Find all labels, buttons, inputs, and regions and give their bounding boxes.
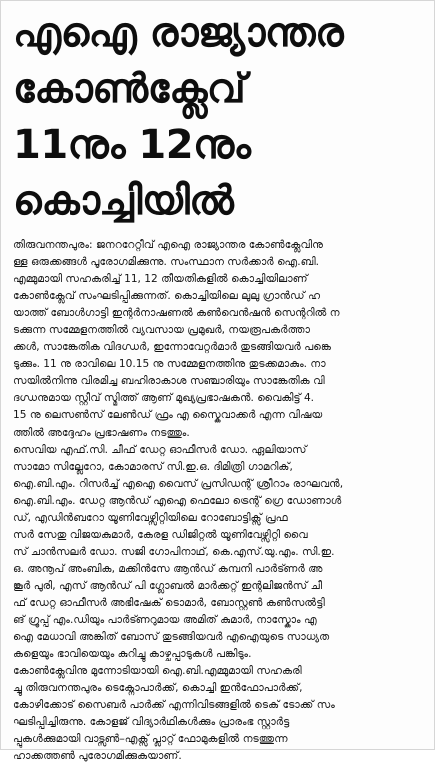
text-line: ഐ മേധാവി അങ്കിത് ബോസ് തുടങ്ങിയവർ എഐയുടെ സാധ്യത xyxy=(13,631,330,644)
text-line: ഫ് ഡേറ്റ ഓഫീസർ അഭിഷേക് ടൊമാർ, ബോസ്റ്റൺ കൺസൽട്ടി xyxy=(13,596,325,609)
text-line: ഹാക്കത്തൺ പുരോഗമിക്കുകയാണ്. xyxy=(13,750,182,763)
text-line: ഘടിപ്പിച്ചിരുന്നു. കോളജ് വിദ്യാർഥികൾക്കും പ്രാരംഭ സ്റ്റാർട്ട xyxy=(13,716,290,729)
text-line: എമ്മുമായി സഹകരിച്ച് 11, 12 തീയതികളിൽ കൊച്ചിയിലാണ് xyxy=(13,273,308,286)
text-line: സ് ചാൻസലർ ഡോ. സജി ഗോപിനാഥ്, കെ.എസ്.യു.എം. സി.ഇ. xyxy=(13,545,335,558)
text-line: സാമോ സില്ലേറോ, കോമാരസ് സി.ഇ.ഒ. ദിമിത്രി ഗാമറിക്, xyxy=(13,460,293,473)
text-line: ദഗ്ധനുമായ സ്റ്റീവ് സ്മിത്ത് ആണ് മുഖ്യപ്രഭാഷകൻ. വൈകിട്ട് 4. xyxy=(13,392,315,405)
text-line: തിരുവനന്തപുരം: ജനററേറ്റീവ് എഐ രാജ്യാന്തര കോൺക്ലേവിനു xyxy=(13,239,323,251)
headline-line: എഐ രാജ്യാന്തര xyxy=(13,10,344,56)
text-line: 15 നു ലെസൺസ് ലേൺഡ് ഫ്രം എ സ്കൈവാക്കർ എന്ന വിഷയ xyxy=(13,409,323,422)
text-line: യാത്ത് ബോൾഗാട്ടി ഇന്റർനാഷണൽ കൺവെൻഷൻ സെന്ററിൽ ന xyxy=(13,307,340,320)
text-line: പ്പുകൾക്കുമായി വാട്സൺ–എക്സ് പ്ലാറ്റ് ഫോമുകളിൽ നടത്തുന്ന xyxy=(13,733,288,746)
headline-line: കോൺക്ലേവ് xyxy=(13,66,246,112)
text-line: ഐ.ബി.എം. റിസർച്ച് എഐ വൈസ് പ്രസിഡന്റ് ശ്രീറാം രാഘവൻ, xyxy=(13,477,344,490)
text-line: കോൺക്ലേവ് സംഘടിപ്പിക്കുന്നത്. കൊച്ചിയിലെ ലുലു ഗ്രാൻഡ് ഹ xyxy=(13,290,321,303)
text-line: ച്ചു തിരുവനന്തപുരം ടെക്നോപാർക്ക്, കൊച്ചി ഇൻഫോപാർക്ക്, xyxy=(13,682,303,695)
text-line: സെവിയ എഫ്.സി. ചീഫ് ഡേറ്റ ഓഫീസർ ഡോ. ഏലിയാസ് xyxy=(13,443,307,456)
text-line: കോഴിക്കോട് സൈബർ പാർക്ക് എന്നിവിടങ്ങളിൽ ടെക് ടോക്ക് സം xyxy=(13,699,335,712)
text-line: ഡ്, എഡിൻബറോ യൂണിവേഴ്സിറ്റിയിലെ റോബോട്ടിക്സ് പ്രഫ xyxy=(13,511,288,524)
text-line: ഒ. അനൂപ് അംബിക, മക്കിൻസേ ആൻഡ് കമ്പനി പാർട്ണർ അ xyxy=(13,562,323,575)
text-line: ടക്കുന്ന സമ്മേളനത്തിൽ വ്യവസായ പ്രമുഖർ, നയരൂപകർത്താ xyxy=(13,324,310,337)
headline-line: 11നും 12നും xyxy=(13,122,251,168)
article-body xyxy=(13,237,424,765)
text-line: ങ്കൂർ പുരി, എസ് ആൻഡ് പി ഗ്ലോബൽ മാർക്കറ്റ് ഇന്റലിജൻസ് ചീ xyxy=(13,579,323,592)
headline-line: കൊച്ചിയിൽ xyxy=(13,178,234,224)
text-line: കളെയും ഭാവിയെയും കുറിച്ചു കാഴ്ചപ്പാടുകൾ പങ്കിടും. xyxy=(13,648,252,661)
text-line: ടുക്കും. 11 നു രാവിലെ 10.15 നു സമ്മേളനത്തിനു തുടക്കമാകും. നാ xyxy=(13,358,326,371)
text-line: ഐ.ബി.എം. ഡേറ്റ ആൻഡ് എഐ ഫെലോ ട്രെന്റ് ഗ്രെ ഡോണാൾ xyxy=(13,494,342,507)
text-line: ള്ള ഒരുക്കങ്ങൾ പൂരോഗമിക്കുന്നു. സംസ്ഥാന സർക്കാർ ഐ.ബി. xyxy=(13,256,320,269)
text-line: ത്തിൽ അദ്ദേഹം പ്രഭാഷണം നടത്തും. xyxy=(13,426,190,439)
text-line: സയിൽനിന്നു വിരമിച്ച ബഹിരാകാശ സഞ്ചാരിയും സാങ്കേതിക വി xyxy=(13,375,325,388)
text-line: കോൺക്ലേവിനു മുന്നോടിയായി ഐ.ബി.എമ്മുമായി സഹകരി xyxy=(13,665,302,678)
headline xyxy=(13,5,425,229)
text-line: സർ സേതു വിജയകുമാർ, കേരള ഡിജിറ്റൽ യൂണിവേഴ്സിറ്റി വൈ xyxy=(13,528,308,541)
text-line: ക്കൾ, സാങ്കേതിക വിദഗ്ധർ, ഇന്നോവേറ്റർമാർ തുടങ്ങിയവർ പങ്കെ xyxy=(13,341,331,354)
text-line: ങ് ഗ്രൂപ്പ് എം.ഡിയും പാർട്ണറുമായ അമിത് കുമാർ, നാസ്കോം എ xyxy=(13,614,317,627)
paragraph-intro xyxy=(13,237,424,442)
paragraph-speakers xyxy=(13,442,424,664)
